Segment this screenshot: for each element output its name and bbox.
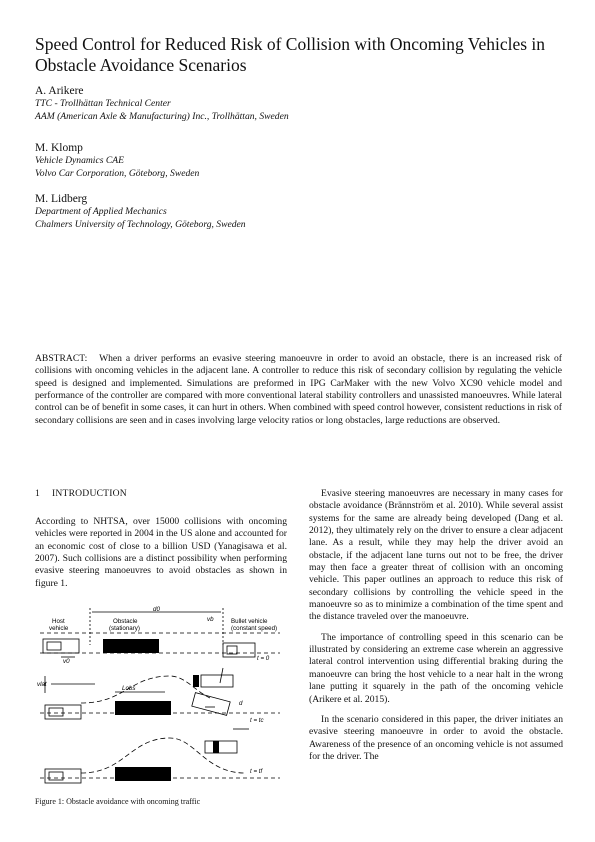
author-block-3	[35, 192, 246, 231]
paper-title: Speed Control for Reduced Risk of Collision with Oncoming Vehicles in Obstacle Avoidance Scenarios	[35, 34, 546, 75]
author-affiliation: AAM (American Axle & Manufacturing) Inc., Trollhättan, Sweden	[35, 110, 289, 122]
author-block-1	[35, 84, 289, 123]
author-affiliation: Vehicle Dynamics CAE	[35, 155, 124, 166]
section-number: 1	[35, 488, 40, 499]
author-affiliation: Chalmers University of Technology, Göteborg, Sweden	[35, 218, 246, 230]
v0-label: v0	[63, 658, 70, 665]
host-label: Host	[52, 618, 65, 625]
vb-label: vb	[207, 616, 214, 623]
author-affiliation: TTC - Trollhättan Technical Center	[35, 98, 171, 109]
author-name: M. Klomp	[35, 142, 83, 154]
obstacle-label: Obstacle	[113, 618, 138, 625]
host-label-2: vehicle	[49, 625, 69, 632]
lobs-label: Lobs	[122, 685, 136, 692]
t0-label: t = 0	[257, 655, 270, 662]
figure-1	[35, 603, 285, 793]
d0-label: d0	[153, 606, 160, 613]
abstract-label: ABSTRACT:	[35, 353, 88, 364]
figure-1-diagram	[35, 603, 285, 793]
vlat-label: vlat	[37, 681, 47, 688]
figure-caption: Figure 1: Obstacle avoidance with oncoming traffic	[35, 797, 201, 806]
tc-label: t = tc	[250, 717, 264, 724]
abstract-text: When a driver performs an evasive steering manoeuvre in order to avoid an obstacle, there is an increased risk of collisions with oncoming vehicles in the adjacent lane. A controller to reduce this risk of secondary collision by regulating the vehicle speed is designed and implemented. Simulations are preformed in IPG CarMaker with the new Volvo XC90 vehicle model and performance of the controller are compared with more conventional lateral stability controllers and unassisted manoeuvres. While lateral control can be of benefit in some cases, it can hurt in others. When combined with speed control however, consistent reductions in risk of secondary collisions are seen and in cases involving large velocity ratios or long obstacles, large reductions are observed.	[35, 353, 562, 426]
abstract	[35, 353, 562, 427]
paragraph: In the scenario considered in this paper, the driver initiates an evasive steering manoeuvre in order to avoid the obstacle. Awareness of the presence of an oncoming vehicle is not assumed for the driver. The	[309, 713, 563, 762]
author-affiliation: Department of Applied Mechanics	[35, 206, 167, 217]
obstacle-label-2: (stationary)	[109, 625, 140, 632]
bullet-label-2: (constant speed)	[231, 625, 278, 632]
author-name: A. Arikere	[35, 85, 84, 97]
author-affiliation: Volvo Car Corporation, Göteborg, Sweden	[35, 167, 200, 179]
bullet-label: Bullet vehicle	[231, 618, 268, 625]
author-block-2	[35, 141, 199, 180]
tf-label: t = tf	[250, 768, 263, 775]
author-name: M. Lidberg	[35, 193, 88, 205]
paragraph: According to NHTSA, over 15000 collisions with oncoming vehicles were reported in 2004 in the US alone and accounted for an economic cost of close to a billion USD (Yanagisawa et al. 2007). Such collisions are a distinct possibility when performing evasive steering manoeuvres to avoid obstacles as shown in figure 1.	[35, 516, 287, 589]
section-title: INTRODUCTION	[52, 488, 127, 499]
section-heading	[35, 488, 127, 499]
left-column	[35, 516, 287, 590]
d-label: d	[239, 700, 243, 707]
right-column	[309, 488, 563, 771]
paragraph: The importance of controlling speed in this scenario can be illustrated by considering an extreme case wherein an aggressive lateral control intervention using differential braking during the manoeuvre can bring the host vehicle to a near halt in the wrong lane putting it squarely in the path of the oncoming vehicle (Arikere et al. 2015).	[309, 631, 563, 705]
paragraph: Evasive steering manoeuvres are necessary in many cases for obstacle avoidance (Brännström et al. 2010). While several assist systems for the same are already being developed (Dang et al. 2012), they ultimately rely on the driver to ensure a clear adjacent lane. As a result, while they may help the driver avoid an obstacle, if the adjacent lane turns out not to be free, the driver may then face a greater threat of collision with an oncoming vehicle. This paper outlines an approach to reduce this risk of secondary collisions by controlling the vehicle speed in the manoeuvre so as to minimize a combination of the time spent and the distance traveled over the manoeuvre.	[309, 488, 563, 623]
